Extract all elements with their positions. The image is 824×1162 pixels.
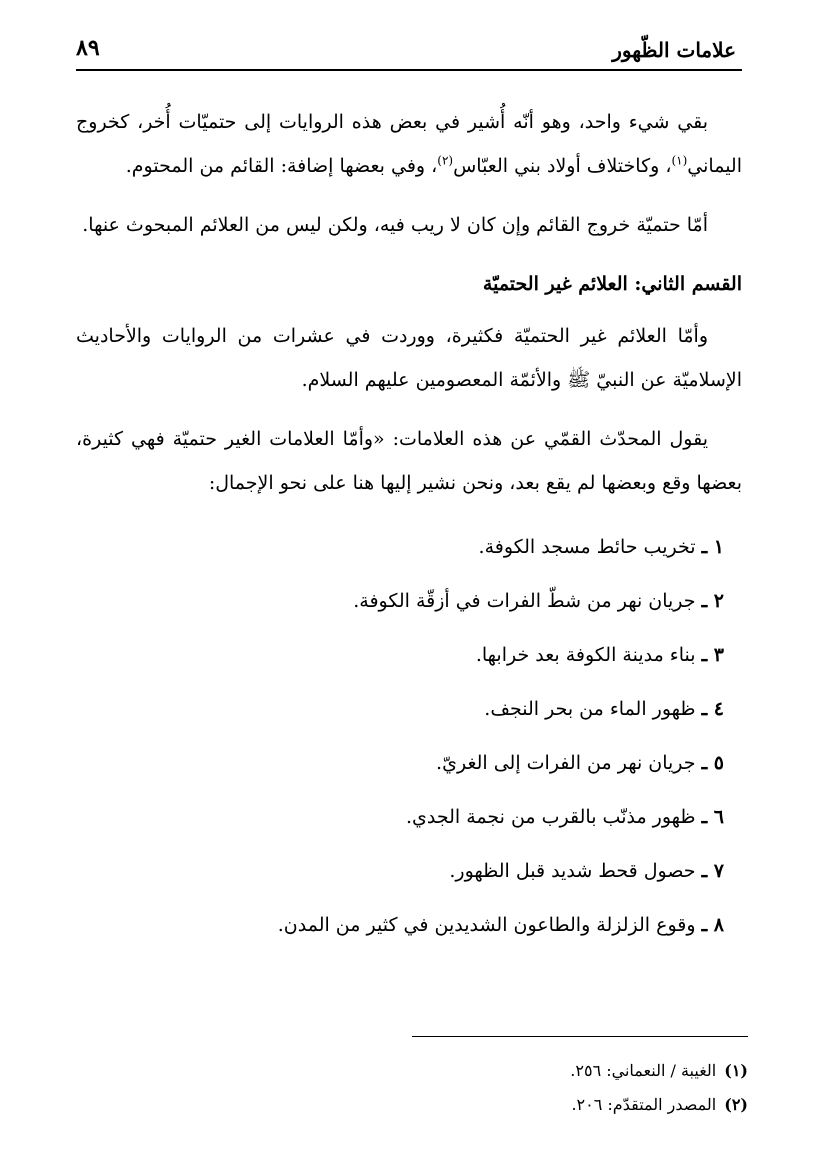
page-number: ٨٩ — [76, 35, 100, 61]
list-item-text: ظهور الماء من بحر النجف. — [484, 698, 696, 720]
signs-list — [76, 520, 742, 952]
footnote — [328, 1054, 748, 1088]
section-heading: القسم الثاني: العلائم غير الحتميّة — [482, 273, 742, 295]
paragraph-4: يقول المحدّث القمّي عن هذه العلامات: «وأمّا العلامات الغير حتميّة فهي كثيرة، بعضها وقع وبعضها لم يقع بعد، ونحن نشير إليها هنا على نحو الإجمال: — [76, 428, 742, 494]
list-item-text: وقوع الزلزلة والطاعون الشديدين في كثير من المدن. — [277, 914, 696, 936]
list-item — [76, 844, 724, 898]
list-item — [76, 898, 724, 952]
body-text — [76, 100, 742, 952]
list-item — [76, 682, 724, 736]
footnote-number: (٢) — [724, 1095, 748, 1114]
footnote — [328, 1088, 748, 1122]
paragraph-1 — [76, 100, 742, 188]
footnote-ref-2: (٢) — [437, 153, 454, 168]
list-item-text: تخريب حائط مسجد الكوفة. — [478, 536, 696, 558]
list-item — [76, 574, 724, 628]
footnotes — [328, 1054, 748, 1122]
running-title: علامات الظّهور — [612, 38, 736, 62]
list-item-text: جريان نهر من شطّ الفرات في أزقّة الكوفة. — [353, 590, 696, 612]
footnote-number: (١) — [724, 1061, 748, 1080]
list-item-text: جريان نهر من الفرات إلى الغريّ. — [436, 752, 696, 774]
list-item-text: بناء مدينة الكوفة بعد خرابها. — [475, 644, 696, 666]
paragraph-3: وأمّا العلائم غير الحتميّة فكثيرة، ووردت في عشرات من الروايات والأحاديث الإسلاميّة عن النبيّ ﷺ والأئمّة المعصومين عليهم السلام. — [76, 325, 742, 391]
list-item-number: ٢ ـ — [701, 590, 724, 612]
list-item-number: ١ ـ — [701, 536, 724, 558]
paragraph-1-part-b: ، وكاختلاف أولاد بني العبّاس — [453, 155, 672, 177]
list-item — [76, 520, 724, 574]
paragraph-1-part-c: ، وفي بعضها إضافة: القائم من المحتوم. — [125, 155, 438, 177]
paragraph-1-part-a: بقي شيء واحد، وهو أنّه أُشير في بعض هذه الروايات إلى حتميّات أُخر، كخروج اليماني — [76, 111, 742, 177]
list-item-number: ٤ ـ — [701, 698, 724, 720]
list-item — [76, 736, 724, 790]
list-item-text: حصول قحط شديد قبل الظهور. — [449, 860, 696, 882]
list-item-text: ظهور مذنّب بالقرب من نجمة الجدي. — [405, 806, 696, 828]
footnote-text: الغيبة / النعماني: ٢٥٦. — [570, 1061, 717, 1080]
list-item-number: ٧ ـ — [701, 860, 724, 882]
list-item-number: ٣ ـ — [701, 644, 724, 666]
paragraph-2: أمّا حتميّة خروج القائم وإن كان لا ريب فيه، ولكن ليس من العلائم المبحوث عنها. — [82, 214, 708, 236]
list-item-number: ٨ ـ — [701, 914, 724, 936]
header-rule — [76, 69, 742, 71]
footnote-text: المصدر المتقدّم: ٢٠٦. — [571, 1095, 717, 1114]
footnote-rule — [412, 1036, 748, 1037]
list-item-number: ٦ ـ — [701, 806, 724, 828]
list-item — [76, 628, 724, 682]
footnote-ref-1: (١) — [671, 153, 688, 168]
list-item-number: ٥ ـ — [701, 752, 724, 774]
list-item — [76, 790, 724, 844]
